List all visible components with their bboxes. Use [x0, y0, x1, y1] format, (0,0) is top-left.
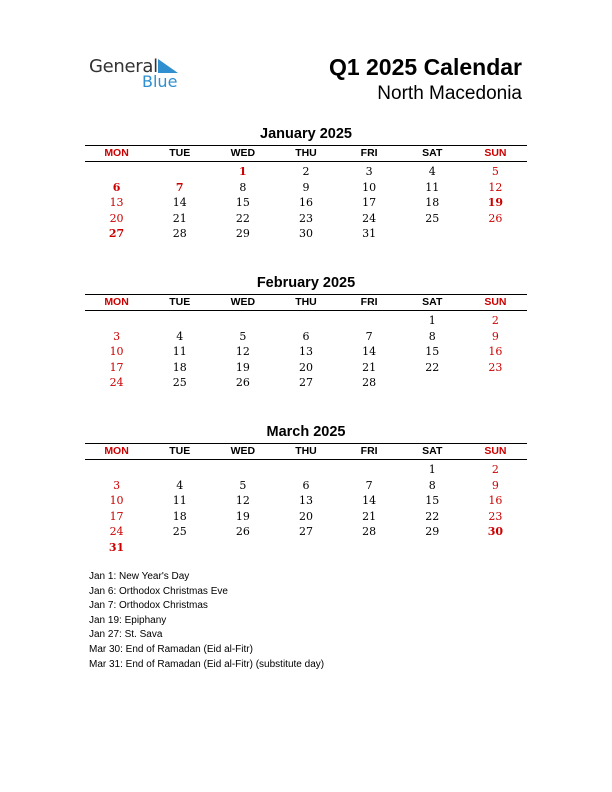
day-cell: 1 — [428, 314, 436, 327]
day-cell: 8 — [428, 329, 436, 343]
weekday-label: SAT — [422, 296, 443, 308]
month-title: January 2025 — [260, 126, 352, 142]
weekday-label: SAT — [422, 147, 443, 159]
empty-day-cell — [148, 164, 211, 180]
day-cell: 25 — [425, 211, 440, 225]
day-cell: 20 — [298, 509, 313, 523]
day-cell: 18 — [172, 509, 187, 523]
empty-day-cell — [401, 540, 464, 556]
day-cell: 12 — [488, 180, 503, 194]
day-cell: 13 — [298, 494, 313, 507]
day-cell: 4 — [176, 478, 184, 492]
day-cell: 11 — [172, 345, 187, 358]
weeks-grid — [85, 311, 527, 391]
day-cell: 2 — [491, 463, 499, 476]
holiday-item: Jan 27: St. Sava — [89, 629, 163, 641]
day-cell: 23 — [298, 211, 313, 225]
empty-day-cell — [85, 313, 148, 329]
weekday-label: SUN — [484, 147, 507, 159]
empty-day-cell — [274, 462, 337, 478]
month-calendar — [85, 423, 527, 555]
day-cell: 21 — [362, 360, 377, 374]
holiday-item: Jan 1: New Year's Day — [89, 571, 190, 582]
day-cell: 12 — [235, 494, 250, 507]
day-cell: 20 — [109, 211, 124, 225]
day-cell: 3 — [365, 165, 373, 178]
day-cell: 9 — [491, 329, 499, 343]
empty-day-cell — [85, 164, 148, 180]
holiday-day-cell: 31 — [108, 540, 125, 554]
generalblue-logo — [89, 56, 199, 92]
day-cell: 17 — [362, 196, 377, 209]
week-row — [85, 524, 527, 540]
day-cell: 28 — [362, 525, 377, 538]
day-cell: 5 — [491, 165, 499, 178]
week-row — [85, 540, 527, 556]
day-cell: 3 — [113, 478, 121, 492]
empty-day-cell — [338, 462, 401, 478]
day-cell: 7 — [365, 329, 373, 343]
day-cell: 13 — [298, 345, 313, 358]
day-cell: 11 — [425, 180, 440, 194]
day-cell: 9 — [491, 478, 499, 492]
empty-day-cell — [401, 375, 464, 391]
weekday-label: SAT — [422, 445, 443, 457]
week-row — [85, 226, 527, 242]
day-cell: 2 — [302, 165, 310, 178]
day-cell: 13 — [109, 196, 124, 209]
day-cell: 20 — [298, 360, 313, 374]
month-calendar — [85, 125, 527, 242]
empty-day-cell — [464, 375, 527, 391]
empty-day-cell — [148, 540, 211, 556]
page-subtitle: North Macedonia — [377, 83, 522, 104]
weekday-label: THU — [295, 296, 317, 308]
day-cell: 31 — [362, 227, 377, 240]
day-cell: 5 — [239, 329, 247, 343]
day-cell: 2 — [491, 314, 499, 327]
day-cell: 15 — [425, 494, 440, 507]
day-cell: 29 — [425, 525, 440, 538]
empty-day-cell — [211, 313, 274, 329]
weekday-label: TUE — [169, 445, 191, 457]
week-row — [85, 195, 527, 211]
page-title: Q1 2025 Calendar — [328, 54, 522, 80]
day-cell: 29 — [235, 227, 250, 240]
weekday-label: TUE — [169, 296, 191, 308]
holiday-day-cell: 7 — [175, 180, 184, 194]
day-cell: 24 — [362, 211, 377, 225]
day-cell: 18 — [425, 196, 440, 209]
day-cell: 1 — [428, 463, 436, 476]
day-cell: 16 — [488, 345, 503, 358]
day-cell: 3 — [113, 329, 121, 343]
day-cell: 16 — [298, 196, 313, 209]
empty-day-cell — [338, 540, 401, 556]
day-cell: 26 — [235, 525, 250, 538]
weekday-label: WED — [230, 147, 256, 159]
day-cell: 21 — [362, 509, 377, 523]
day-cell: 19 — [235, 360, 250, 374]
holiday-day-cell: 6 — [112, 180, 121, 194]
day-cell: 10 — [109, 345, 124, 358]
week-row — [85, 360, 527, 376]
day-cell: 9 — [302, 180, 310, 194]
week-row — [85, 329, 527, 345]
day-cell: 15 — [235, 196, 250, 209]
logo-text-general: General — [89, 56, 158, 77]
week-row — [85, 375, 527, 391]
day-cell: 4 — [176, 329, 184, 343]
day-cell: 4 — [428, 165, 436, 178]
weekday-label: FRI — [360, 296, 378, 308]
day-cell: 6 — [302, 329, 310, 343]
weekday-header-row — [85, 294, 527, 311]
day-cell: 5 — [239, 478, 247, 492]
day-cell: 25 — [172, 525, 187, 538]
day-cell: 12 — [235, 345, 250, 358]
empty-day-cell — [211, 540, 274, 556]
day-cell: 22 — [235, 211, 250, 225]
empty-day-cell — [338, 313, 401, 329]
day-cell: 24 — [109, 376, 124, 389]
holiday-day-cell: 27 — [108, 227, 125, 240]
day-cell: 7 — [365, 478, 373, 492]
weekday-label: MON — [104, 147, 129, 159]
day-cell: 17 — [109, 509, 124, 523]
day-cell: 15 — [425, 345, 440, 358]
day-cell: 28 — [362, 376, 377, 389]
holiday-item: Jan 19: Epiphany — [89, 614, 167, 626]
empty-day-cell — [274, 540, 337, 556]
weekday-label: TUE — [169, 147, 191, 159]
week-row — [85, 462, 527, 478]
weekday-label: FRI — [360, 147, 378, 159]
week-row — [85, 164, 527, 180]
day-cell: 30 — [298, 227, 313, 240]
day-cell: 16 — [488, 494, 503, 507]
holiday-item: Jan 7: Orthodox Christmas — [89, 600, 208, 612]
holiday-day-cell: 1 — [239, 165, 247, 178]
empty-day-cell — [274, 313, 337, 329]
day-cell: 8 — [239, 180, 247, 194]
day-cell: 24 — [109, 525, 124, 538]
weeks-grid — [85, 162, 527, 242]
day-cell: 26 — [235, 376, 250, 389]
empty-day-cell — [148, 462, 211, 478]
weekday-label: FRI — [360, 445, 378, 457]
day-cell: 22 — [425, 509, 440, 523]
day-cell: 17 — [109, 360, 124, 374]
week-row — [85, 211, 527, 227]
weeks-grid — [85, 460, 527, 555]
week-row — [85, 493, 527, 509]
empty-day-cell — [211, 462, 274, 478]
day-cell: 14 — [172, 196, 187, 209]
weekday-label: THU — [295, 445, 317, 457]
week-row — [85, 478, 527, 494]
holiday-item: Mar 31: End of Ramadan (Eid al-Fitr) (substitute day) — [89, 658, 325, 670]
day-cell: 28 — [172, 227, 187, 240]
day-cell: 14 — [362, 494, 377, 507]
holiday-day-cell: 30 — [487, 525, 504, 538]
weekday-label: THU — [295, 147, 317, 159]
week-row — [85, 344, 527, 360]
empty-day-cell — [464, 540, 527, 556]
day-cell: 27 — [298, 376, 313, 389]
empty-day-cell — [148, 313, 211, 329]
day-cell: 18 — [172, 360, 187, 374]
day-cell: 8 — [428, 478, 436, 492]
week-row — [85, 180, 527, 196]
holiday-day-cell: 19 — [487, 196, 504, 209]
month-title: February 2025 — [256, 275, 356, 291]
day-cell: 19 — [235, 509, 250, 523]
day-cell: 10 — [109, 494, 124, 507]
weekday-label: MON — [104, 296, 129, 308]
day-cell: 23 — [488, 360, 503, 374]
day-cell: 27 — [298, 525, 313, 538]
weekday-label: WED — [230, 445, 256, 457]
day-cell: 21 — [172, 211, 187, 225]
week-row — [85, 313, 527, 329]
holiday-item: Mar 30: End of Ramadan (Eid al-Fitr) — [89, 643, 253, 655]
week-row — [85, 509, 527, 525]
day-cell: 22 — [425, 360, 440, 374]
day-cell: 10 — [362, 180, 377, 194]
weekday-label: MON — [104, 445, 129, 457]
day-cell: 6 — [302, 478, 310, 492]
holiday-item: Jan 6: Orthodox Christmas Eve — [89, 585, 228, 597]
weekday-label: WED — [230, 296, 256, 308]
day-cell: 14 — [362, 345, 377, 358]
month-title: March 2025 — [266, 424, 346, 440]
logo-text-blue: Blue — [142, 72, 178, 91]
weekday-header-row — [85, 443, 527, 460]
weekday-label: SUN — [484, 445, 507, 457]
day-cell: 11 — [172, 494, 187, 507]
empty-day-cell — [401, 226, 464, 242]
holiday-list — [89, 570, 324, 672]
day-cell: 25 — [172, 376, 187, 389]
weekday-header-row — [85, 145, 527, 162]
weekday-label: SUN — [484, 296, 507, 308]
day-cell: 26 — [488, 211, 503, 225]
empty-day-cell — [85, 462, 148, 478]
month-calendar — [85, 274, 527, 391]
day-cell: 23 — [488, 509, 503, 523]
empty-day-cell — [464, 226, 527, 242]
